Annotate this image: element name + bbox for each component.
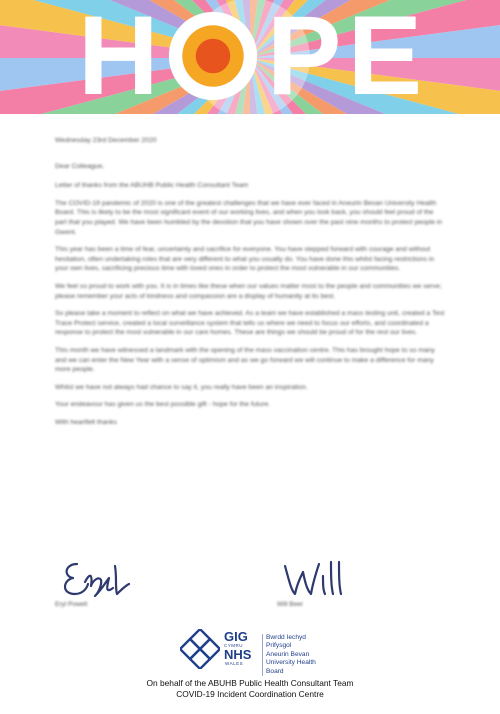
signature-right-name: Will Beer bbox=[277, 601, 304, 608]
hope-banner bbox=[0, 0, 500, 114]
hope-letter-h: H bbox=[77, 0, 159, 114]
letter-date: Wednesday 23rd December 2020 bbox=[55, 137, 157, 144]
hope-letter-p: P bbox=[266, 0, 342, 114]
letter-paragraph: Whilst we have not always had chance to say it, you really have been an inspiration. bbox=[55, 383, 308, 391]
letter-closing: With heartfelt thanks bbox=[55, 418, 117, 426]
abuhb-logo bbox=[178, 628, 328, 675]
letter-footer bbox=[0, 678, 500, 700]
signature-row bbox=[55, 558, 445, 608]
logo-line: Bwrdd Iechyd Prifysgol bbox=[266, 634, 306, 650]
signature-right-icon bbox=[277, 558, 357, 600]
nhs-wales-emblem-icon bbox=[180, 629, 220, 669]
logo-gig: GIG bbox=[224, 629, 248, 644]
letter-paragraph: We feel so proud to work with you. It is in times like these when our values matter most to the people and communities we serve; please remember your acts of kindness and compassion are a display of humanity at its best. bbox=[55, 282, 442, 300]
sun-letter-o-icon bbox=[165, 8, 261, 104]
signature-left-icon bbox=[55, 558, 145, 600]
letter-salutation: Dear Colleague, bbox=[55, 162, 105, 170]
signature-left-name: Eryl Powell bbox=[55, 601, 88, 608]
letter-subject: Letter of thanks from the ABUHB Public Health Consultant Team bbox=[55, 182, 249, 190]
letter-paragraph: The COVID-19 pandemic of 2020 is one of the greatest challenges that we have ever faced in Aneurin Bevan University Health Board. This is likely to be the most significant event of our working lives, and when you look back, you should feel proud of the part that you played. We have been humbled by the devotion that you have shown over the past nine months to protect people in Gwent. bbox=[55, 199, 443, 236]
hope-word bbox=[0, 0, 500, 114]
letter-paragraph: This month we have witnessed a landmark with the opening of the mass vaccination centre. This has brought hope to so many and we can enter the New Year with a sense of optimism and as we go forward we will continue to make a difference for many more people. bbox=[55, 346, 435, 374]
footer-line-2: COVID-19 Incident Coordination Centre bbox=[176, 689, 324, 699]
letter-body bbox=[55, 136, 445, 435]
logo-health-board-name bbox=[262, 634, 328, 676]
letter-paragraph: This year has been a time of fear, uncertainty and sacrifice for everyone. You have stepped forward with courage and without hesitation, often undertaking roles that are very different to what you usually do. You have done this whilst facing restrictions in your own lives, sacrificing precious time with loved ones in order to protect the most vulnerable in our communities. bbox=[55, 246, 435, 273]
logo-wales: WALES bbox=[225, 661, 244, 666]
footer-line-1: On behalf of the ABUHB Public Health Consultant Team bbox=[146, 678, 354, 688]
letter-paragraph: So please take a moment to reflect on what we have achieved. As a team we have established a mass testing unit, created a Test Trace Protect service, created a local surveillance system that tells us where we need to focus our efforts, and coordinated a response to protect the most vulnerable in our care homes. These are things we should be proud of for the rest our lives. bbox=[55, 310, 445, 337]
letter-paragraph: Your endeavour has given us the best possible gift - hope for the future. bbox=[55, 401, 271, 409]
logo-nhs: NHS bbox=[224, 647, 252, 662]
logo-cymru: CYMRU bbox=[224, 643, 243, 648]
hope-letter-e: E bbox=[347, 0, 423, 114]
logo-line: Aneurin Bevan bbox=[266, 650, 310, 658]
logo-line: University Health Board bbox=[266, 659, 316, 675]
